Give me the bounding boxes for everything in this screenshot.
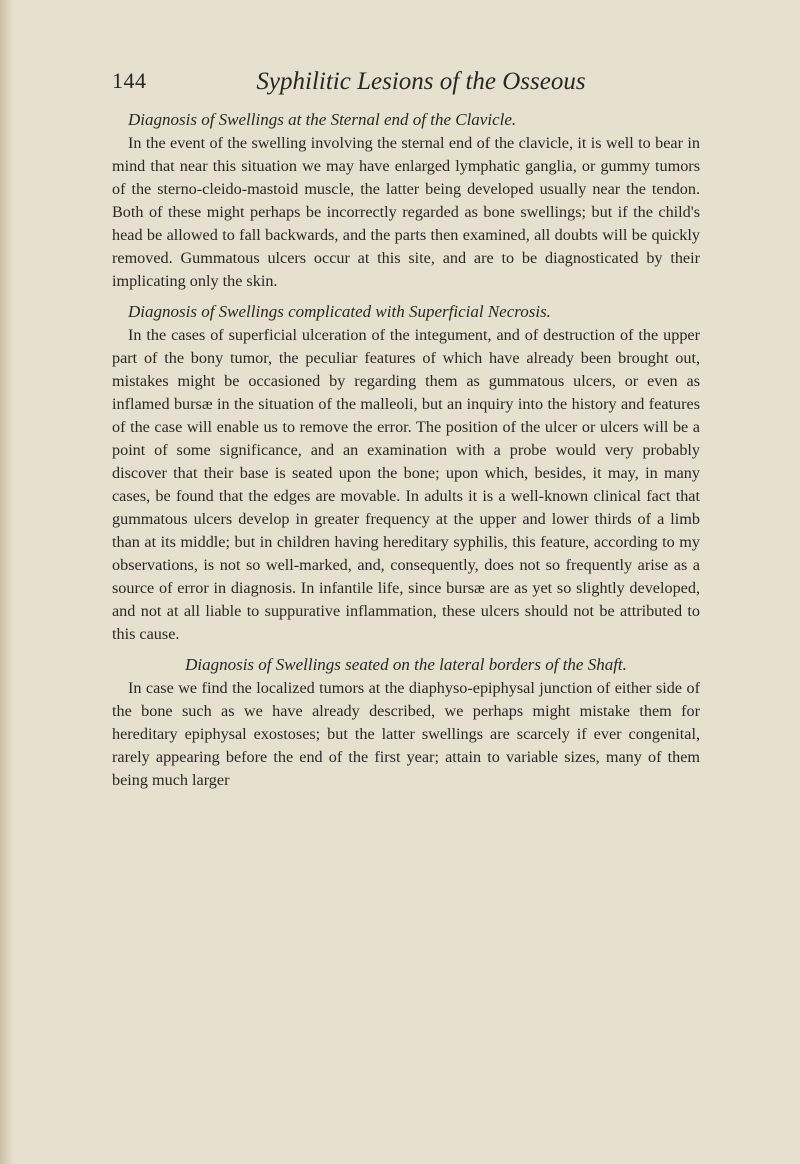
section-lateral-borders xyxy=(112,653,700,792)
section-paragraph: In case we find the localized tumors at the diaphyso-epiphysal junction of either side of the bone such as we have already described, we perhaps might mistake them for hereditary epiphysal exostoses; but the latter swellings are scarcely if ever congenital, rarely appearing before the end of the first year; attain to variable sizes, many of them being much larger xyxy=(112,679,700,789)
page-number: 144 xyxy=(112,68,147,93)
section-superficial-necrosis xyxy=(112,300,700,646)
book-page xyxy=(112,68,700,799)
section-paragraph: In the cases of superficial ulceration of the integument, and of destruction of the upper part of the bony tumor, the peculiar features of which have already been brought out, mistakes might be occasioned by regarding them as gummatous ulcers, or even as inflamed bursæ in the situation of the malleoli, but an inquiry into the history and features of the case will enable us to remove the error. The position of the ulcer or ulcers will be a point of some significance, and an examination with a probe would very probably discover that their base is seated upon the bone; upon which, besides, it may, in many cases, be found that the edges are movable. In adults it is a well-known clinical fact that gummatous ulcers develop in greater frequency at the upper and lower thirds of a limb than at its middle; but in children having hereditary syphilis, this feature, according to my observations, is not so well-marked, and, consequently, does not so frequently arise as a source of error in diagnosis. In infantile life, since bursæ are as yet so slightly developed, and not at all liable to suppurative inflammation, these ulcers should not be attributed to this cause. xyxy=(112,326,700,643)
section-heading: Diagnosis of Swellings complicated with Superficial Necrosis. xyxy=(128,302,551,321)
running-title: Syphilitic Lesions of the Osseous xyxy=(256,68,586,95)
running-head xyxy=(112,68,700,108)
section-sternal-clavicle xyxy=(112,108,700,293)
page-gutter xyxy=(0,0,14,1164)
section-heading: Diagnosis of Swellings at the Sternal end of the Clavicle. xyxy=(128,110,517,129)
section-heading: Diagnosis of Swellings seated on the lateral borders of the Shaft. xyxy=(185,655,627,674)
section-paragraph: In the event of the swelling involving the sternal end of the clavicle, it is well to bear in mind that near this situation we may have enlarged lymphatic ganglia, or gummy tumors of the sterno-cleido-mastoid muscle, the latter being developed usually near the tendon. Both of these might perhaps be incorrectly regarded as bone swellings; but if the child's head be allowed to fall backwards, and the parts then examined, all doubts will be quickly removed. Gummatous ulcers occur at this site, and are to be diagnosticated by their implicating only the skin. xyxy=(112,134,700,290)
